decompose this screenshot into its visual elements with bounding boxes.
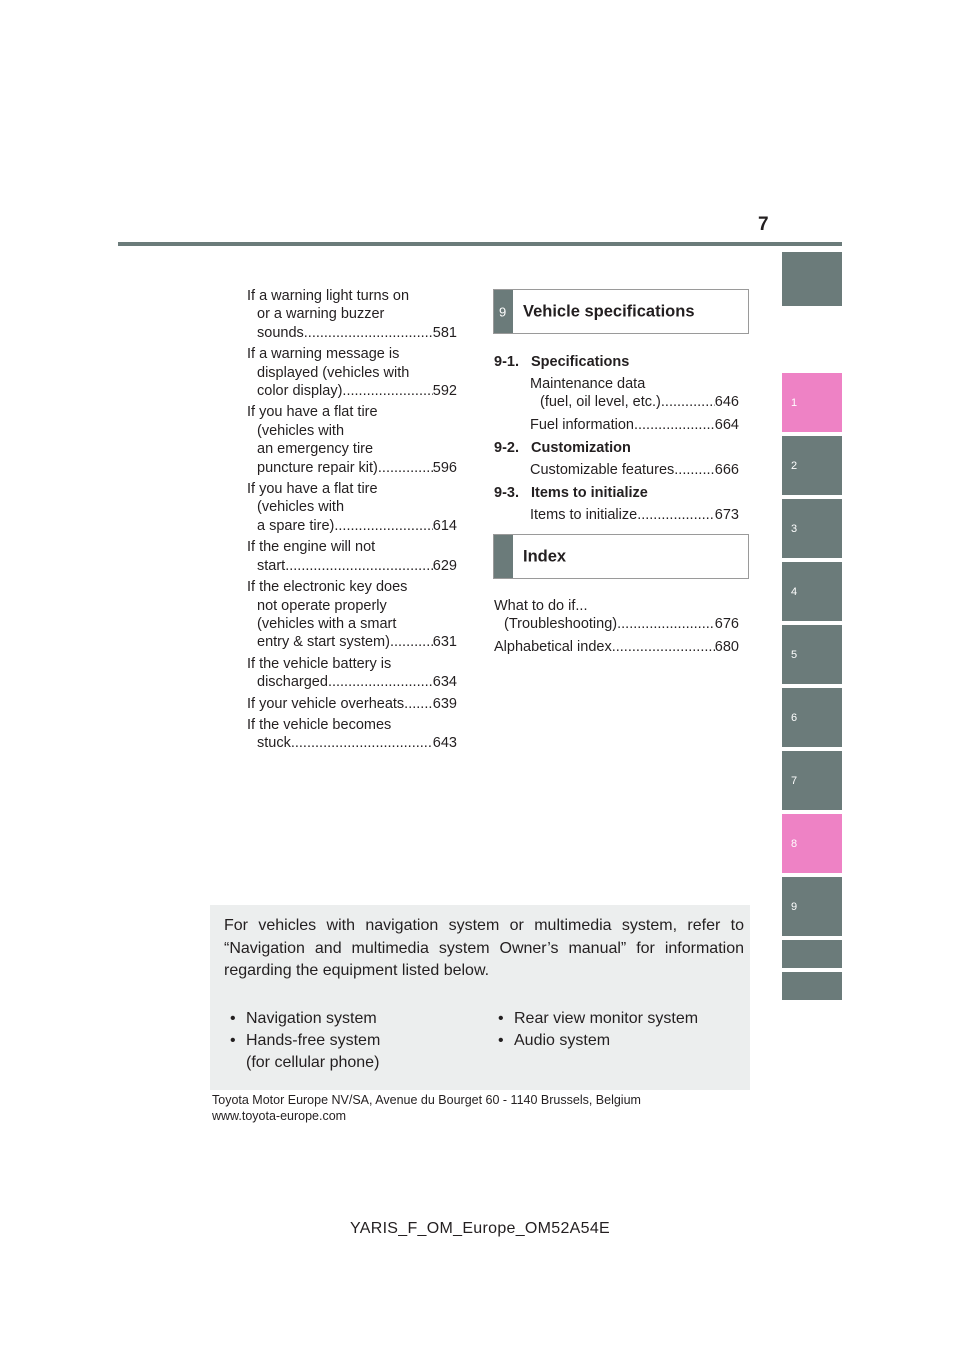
toc-entry-line (247, 440, 459, 458)
toc-entry[interactable] (530, 506, 741, 524)
index-title: Index (523, 547, 567, 565)
chapter-tab-blank[interactable] (782, 972, 842, 1000)
toc-entry-text: color display) (257, 383, 343, 400)
toc-page-number: 666 (714, 462, 739, 478)
dot-leader (404, 695, 433, 713)
toc-entry-text: a spare tire) (257, 517, 335, 534)
toc-entry-text: displayed (vehicles with (257, 364, 410, 381)
toc-entry-line (247, 615, 459, 633)
notice-bullet-item (230, 1008, 377, 1030)
dot-leader (634, 416, 715, 434)
toc-entry-text: If your vehicle overheats (247, 695, 405, 712)
section-9-heading[interactable] (493, 289, 749, 334)
toc-entry-text: What to do if... (494, 598, 588, 614)
toc-entry[interactable] (247, 655, 459, 692)
toc-entry[interactable] (494, 638, 741, 656)
chapter-tab-label: 5 (791, 648, 798, 661)
bullet-line (230, 1052, 380, 1074)
bullet-line (230, 1008, 377, 1030)
toc-entry[interactable] (247, 403, 459, 477)
dot-leader (637, 506, 715, 524)
notice-bullet-item (230, 1030, 380, 1074)
bullet-dot-icon: • (498, 1032, 504, 1049)
toc-entry-text: If the electronic key does (247, 579, 408, 596)
toc-page-number: 673 (714, 507, 739, 523)
subsection-9-3[interactable]: 9-3. Items to initialize (494, 485, 648, 501)
toc-entry-line (530, 461, 741, 479)
toc-page-number: 614 (432, 517, 457, 534)
bullet-line (498, 1030, 610, 1052)
dot-leader (291, 734, 433, 752)
chapter-tab-blank[interactable] (782, 252, 842, 306)
dot-leader (674, 461, 715, 479)
chapter-tab-label: 3 (791, 522, 798, 535)
toc-entry-text: Maintenance data (530, 376, 646, 392)
subsection-9-1[interactable]: 9-1. Specifications (494, 354, 630, 370)
toc-entry-text: puncture repair kit) (257, 459, 378, 476)
chapter-tab-4[interactable] (782, 562, 842, 621)
subsection-9-2-items (530, 461, 741, 483)
chapter-tab-6[interactable] (782, 688, 842, 747)
chapter-tab-label: 8 (791, 837, 798, 850)
index-items (494, 597, 741, 660)
toc-entry[interactable] (530, 461, 741, 479)
subsection-9-1-items (530, 375, 741, 438)
chapter-tab-label: 2 (791, 459, 798, 472)
toc-entry-text: (vehicles with a smart (257, 615, 397, 632)
toc-entry-line (247, 364, 459, 382)
bullet-text: Navigation system (246, 1010, 377, 1027)
toc-entry-text: discharged (257, 674, 328, 691)
chapter-tab-3[interactable] (782, 499, 842, 558)
bullet-dot-icon: • (498, 1010, 504, 1027)
toc-entry-text: (fuel, oil level, etc.) (540, 394, 661, 411)
chapter-tab-blank[interactable] (782, 940, 842, 968)
subsection-9-3-items (530, 506, 741, 528)
address-line: Toyota Motor Europe NV/SA, Avenue du Bourget 60 - 1140 Brussels, Belgium (212, 1093, 641, 1107)
chapter-tab-1[interactable] (782, 373, 842, 432)
toc-entry[interactable] (530, 416, 741, 434)
page-number: 7 (758, 214, 769, 235)
bullet-text: Rear view monitor system (514, 1010, 699, 1027)
chapter-tab-label: 1 (791, 396, 798, 409)
toc-entry[interactable] (247, 578, 459, 652)
toc-entry-text: (Troubleshooting) (504, 616, 618, 633)
toc-entry-text: or a warning buzzer (257, 306, 385, 323)
chapter-tab-2[interactable] (782, 436, 842, 495)
toc-entry-text: If a warning light turns on (247, 288, 410, 304)
chapter-tab-7[interactable] (782, 751, 842, 810)
bullet-dot-icon: • (230, 1010, 236, 1027)
toc-entry[interactable] (247, 345, 459, 400)
toc-entry-line (247, 287, 459, 305)
toc-entry-line (247, 345, 459, 363)
toc-entry-line (247, 480, 459, 498)
bullet-line (498, 1008, 698, 1030)
toc-entry-line (247, 324, 459, 342)
bullet-text: Audio system (514, 1032, 611, 1049)
toc-entry-line (247, 734, 459, 752)
toc-page-number: 596 (432, 459, 457, 476)
toc-entry-text: If a warning message is (247, 346, 400, 363)
section-9-tab: 9 (494, 290, 513, 333)
footer-code: YARIS_F_OM_Europe_OM52A54E (349, 1220, 611, 1237)
dot-leader (328, 673, 433, 691)
toc-left-column (247, 287, 459, 756)
dot-leader (334, 517, 432, 535)
toc-page-number: 634 (432, 674, 457, 691)
toc-entry-text: If the engine will not (247, 539, 376, 556)
toc-entry-line (247, 655, 459, 673)
toc-entry[interactable] (530, 375, 741, 412)
notice-text: For vehicles with navigation system or multimedia system, refer to “Navigation and multimedia system Owner’s manual” for information regarding the equipment listed below. (224, 917, 744, 979)
bullet-text: (for cellular phone) (246, 1054, 380, 1071)
toc-entry-line (247, 403, 459, 421)
toc-entry-text: an emergency tire (257, 441, 374, 458)
toc-entry-line (247, 673, 459, 691)
toc-entry-line (247, 695, 459, 713)
toc-entry-text: Alphabetical index (494, 638, 612, 655)
toc-entry-line (247, 517, 459, 535)
toc-entry-text: If you have a flat tire (247, 404, 378, 421)
section-9-title: Vehicle specifications (523, 302, 695, 320)
dot-leader (342, 382, 432, 400)
header-rule (118, 242, 842, 246)
toc-entry-text: Fuel information (530, 416, 634, 433)
subsection-9-2[interactable]: 9-2. Customization (494, 440, 631, 456)
toc-entry[interactable] (247, 695, 459, 713)
toc-page-number: 631 (432, 634, 457, 651)
toc-entry[interactable] (247, 480, 459, 535)
dot-leader (661, 393, 715, 411)
toc-entry-text: entry & start system) (257, 634, 390, 651)
toc-entry-line (247, 382, 459, 400)
toc-entry-line (494, 597, 741, 615)
publisher-address (212, 1092, 641, 1124)
toc-entry-text: If the vehicle battery is (247, 655, 392, 672)
toc-page-number: 680 (714, 638, 739, 655)
chapter-tab-label: 9 (791, 900, 798, 913)
toc-entry-line (247, 597, 459, 615)
toc-entry-line (530, 506, 741, 524)
bullet-line (230, 1030, 380, 1052)
chapter-tab-5[interactable] (782, 625, 842, 684)
dot-leader (304, 324, 433, 342)
toc-entry-text: not operate properly (257, 597, 387, 614)
toc-entry-text: sounds (257, 324, 304, 341)
toc-entry[interactable] (494, 597, 741, 634)
toc-page-number: 581 (432, 324, 457, 341)
notice-bullet-item (498, 1008, 698, 1030)
index-tab (494, 535, 513, 578)
toc-page-number: 664 (714, 416, 739, 433)
toc-entry-line (530, 375, 741, 393)
toc-page-number: 639 (432, 695, 457, 712)
toc-entry-line (247, 557, 459, 575)
chapter-tab-label: 6 (791, 711, 798, 724)
toc-page-number: 643 (432, 735, 457, 752)
dot-leader (617, 615, 715, 633)
toc-page-number: 646 (714, 394, 739, 411)
toc-entry-line (530, 416, 741, 434)
toc-entry-line (247, 422, 459, 440)
chapter-tab-label: 4 (791, 585, 798, 598)
toc-entry[interactable] (247, 538, 459, 575)
toc-entry-line (247, 538, 459, 556)
toc-entry-line (247, 578, 459, 596)
toc-entry-text: stuck (257, 735, 291, 752)
toc-entry-text: Customizable features (530, 462, 675, 478)
toc-entry-line (247, 498, 459, 516)
toc-entry-line (247, 633, 459, 651)
dot-leader (390, 633, 433, 651)
dot-leader (285, 557, 433, 575)
chapter-tab-8[interactable] (782, 814, 842, 873)
notice-bullet-item (498, 1030, 610, 1052)
toc-entry-text: (vehicles with (257, 499, 345, 516)
toc-page-number: 676 (714, 616, 739, 633)
toc-entry-text: If the vehicle becomes (247, 716, 392, 733)
toc-entry-text: Items to initialize (530, 507, 638, 523)
toc-entry-line (530, 393, 741, 411)
toc-entry[interactable] (247, 716, 459, 753)
toc-entry-text: start (257, 557, 286, 574)
toc-entry-text: If you have a flat tire (247, 481, 378, 498)
dot-leader (612, 638, 715, 656)
toc-entry-line (494, 638, 741, 656)
toc-entry-line (247, 459, 459, 477)
toc-entry[interactable] (247, 287, 459, 342)
bullet-dot-icon: • (230, 1032, 236, 1049)
website-link[interactable]: www.toyota-europe.com (212, 1109, 347, 1123)
toc-entry-line (247, 305, 459, 323)
toc-entry-line (247, 716, 459, 734)
toc-page-number: 629 (432, 557, 457, 574)
dot-leader (378, 459, 433, 477)
bullet-text: Hands-free system (246, 1032, 381, 1049)
toc-page-number: 592 (432, 383, 457, 400)
chapter-tab-label: 7 (791, 774, 798, 787)
notice-box (210, 905, 750, 1090)
chapter-tab-9[interactable] (782, 877, 842, 936)
toc-entry-text: (vehicles with (257, 422, 345, 439)
toc-entry-line (494, 615, 741, 633)
index-heading[interactable] (493, 534, 749, 579)
